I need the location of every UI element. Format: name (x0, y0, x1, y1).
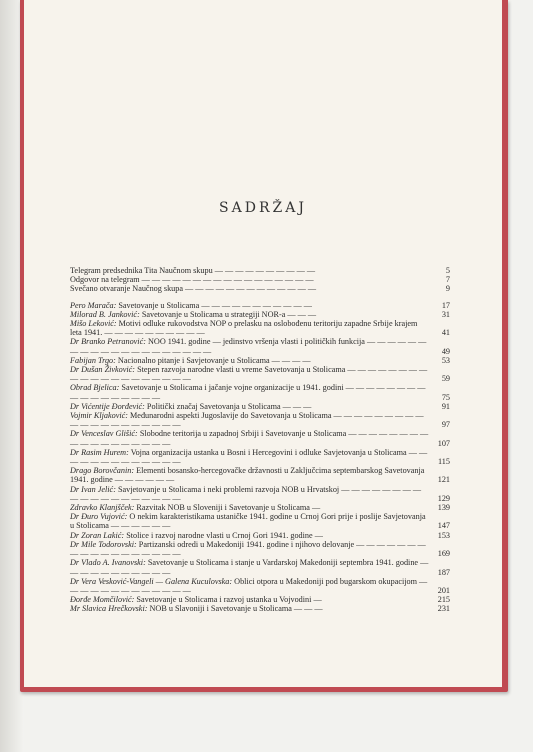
toc-entry-page: 153 (437, 530, 450, 540)
toc-entry-text (70, 466, 430, 484)
toc-entry-title: Nacionalno pitanje i Savjetovanje u Stolicama — — — — (115, 355, 311, 365)
toc-entry (70, 365, 450, 383)
toc-entry-author: Vojmir Kljaković: (70, 411, 128, 421)
toc-entry-author: Dr Branko Petranović: (70, 337, 146, 347)
toc-entry-page: 139 (437, 503, 450, 513)
toc-entry-title: Politički značaj Savetovanja u Stolicama — — — (144, 401, 312, 411)
toc-entry-author: Mr Slavica Hrečkovski: (70, 604, 148, 614)
section-gap (70, 294, 450, 301)
toc-entry-text (70, 383, 430, 401)
toc-entry-author: Dr Venceslav Glišić: (70, 429, 138, 439)
toc-entry (70, 604, 450, 613)
toc-entry-title: NOO 1941. godine — jedinstvo vršenja vlasti i političkih funkcija — — — — — — — — — — — — — — — — — — — — (70, 337, 427, 356)
toc-entry-author: Milorad B. Janković: (70, 309, 140, 319)
toc-entry-page: 147 (437, 521, 450, 531)
toc-entry-page: 75 (441, 392, 450, 402)
toc-entry-title: Svečano otvaranje Naučnog skupa — — — — — — — — — — — — — (70, 284, 317, 294)
toc-entry-text (70, 284, 430, 293)
toc-entry (70, 558, 450, 576)
toc-entry-text (70, 429, 430, 447)
toc-entry-text (70, 310, 430, 319)
toc-entry (70, 466, 450, 484)
toc-entry-author: Dr Rasim Hurem: (70, 447, 129, 457)
toc-entry-page: 121 (437, 475, 450, 485)
toc-entry-page: 187 (437, 567, 450, 577)
toc-entry-page: 231 (437, 604, 450, 614)
toc-entry-text (70, 558, 430, 576)
toc-entry-author: Dr Ivan Jelić: (70, 484, 116, 494)
toc-entry-page: 31 (441, 309, 450, 319)
toc-entry-title: Telegram predsednika Tita Naučnom skupu — — — — — — — — — — (70, 266, 316, 275)
toc-entry-text (70, 337, 430, 355)
toc-entry-author: Dr Dušan Živković: (70, 365, 136, 375)
toc-entry-text (70, 540, 430, 558)
toc-entry (70, 284, 450, 293)
toc-entry (70, 485, 450, 503)
toc-entry-text (70, 448, 430, 466)
toc-entry-text (70, 266, 430, 275)
toc-entry-author: Drago Borovčanin: (70, 466, 135, 476)
toc-entry-page: 107 (437, 438, 450, 448)
toc-entry-text (70, 485, 430, 503)
toc-entry-text (70, 604, 430, 613)
toc-entry-page: 201 (437, 585, 450, 595)
book-page (24, 0, 502, 687)
toc-entry (70, 319, 450, 337)
toc-entry (70, 356, 450, 365)
toc-entry-title: Savjetovanje u Stolicama i neki problemi razvoja NOB u Hrvatskoj — — — — — — — — — — — — — — — — — — — (70, 484, 422, 503)
toc-entry-page: 129 (437, 493, 450, 503)
toc-entry-page: 59 (441, 374, 450, 384)
toc-entry-author: Mišo Leković: (70, 319, 117, 329)
toc-entry (70, 266, 450, 275)
toc-entry-page: 169 (437, 549, 450, 559)
toc-entry-page: 9 (445, 284, 450, 294)
table-of-contents (70, 266, 450, 614)
toc-entry-title: Stolice i razvoj narodne vlasti u Crnoj Gori 1941. godine — (124, 530, 323, 540)
toc-entry-page: 215 (437, 595, 450, 605)
toc-entry-page: 97 (441, 420, 450, 430)
toc-entry-text (70, 319, 430, 337)
toc-entry-text (70, 411, 430, 429)
toc-entry-text (70, 512, 430, 530)
toc-entry-title: Partizanski odredi u Makedoniji 1941. godine i njihovo delovanje — — — — — — — — — — — — — — — — — — (70, 539, 426, 559)
toc-entry-page: 17 (441, 300, 450, 310)
toc-entry-title: Oblici otpora u Makedoniji pod bugarskom okupacijom — — — — — — — — — — — — — (70, 576, 428, 595)
toc-entry-text (70, 365, 430, 383)
toc-entry-page: 41 (441, 328, 450, 338)
page-title: SADRŽAJ (219, 200, 307, 216)
toc-entry-author: Dr Zoran Lakić: (70, 530, 125, 540)
toc-entry-author: Dr Đuro Vujović: (70, 512, 128, 522)
toc-entry-page: 49 (441, 346, 450, 356)
toc-entry-author: Zdravko Klanjšček: (70, 503, 135, 513)
toc-entry (70, 337, 450, 355)
toc-entry (70, 540, 450, 558)
toc-entry-page: 7 (445, 275, 450, 285)
toc-entry-title: Motivi odluke rukovodstva NOP o prelasku na oslobođenu teritoriju zapadne Srbije krajem leta 1941. — — — — — — — — — — (70, 319, 418, 338)
toc-entry-title: Savetovanje u Stolicama u strategiji NOR-a — — — (139, 309, 317, 319)
toc-entry-page: 115 (438, 457, 450, 467)
toc-entry-text (70, 301, 430, 310)
toc-entry (70, 411, 450, 429)
toc-entry (70, 595, 450, 604)
toc-entry (70, 503, 450, 512)
toc-entry-author: Fabijan Trgo: (70, 355, 116, 365)
toc-entry-text (70, 503, 430, 512)
toc-entry (70, 301, 450, 310)
toc-entry-page: 91 (441, 401, 450, 411)
toc-entry-text (70, 356, 430, 365)
toc-entry-title: Savetovanje u Stolicama i razvoj ustanka u Vojvodini — (134, 595, 322, 605)
toc-entry-author: Dr Vićentije Đorđević: (70, 401, 145, 411)
entries-list (70, 301, 450, 614)
toc-entry (70, 402, 450, 411)
toc-entry (70, 512, 450, 530)
toc-entry-title: Savetovanje u Stolicama — — — — — — — — — — — (116, 300, 312, 310)
toc-entry-title: Razvitak NOB u Sloveniji i Savetovanje u Stolicama — (134, 503, 321, 513)
toc-entry (70, 577, 450, 595)
toc-entry-text (70, 595, 430, 604)
toc-entry-author: Obrad Bjelica: (70, 383, 120, 393)
toc-entry-title: Stepen razvoja narodne vlasti u vreme Savetovanja u Stolicama — — — — — — — — — — — — — — — — — — — — (70, 365, 428, 384)
toc-entry (70, 429, 450, 447)
toc-entry-title: Savetovanje u Stolicama i jačanje vojne organizacije u 1941. godini — — — — — — — — — — — — — — — — — (70, 383, 426, 402)
toc-entry-text (70, 577, 430, 595)
toc-entry-page: 53 (441, 355, 450, 365)
toc-entry-text (70, 275, 430, 284)
front-matter-list (70, 266, 450, 294)
toc-entry-title: Slobodne teritorija u zapadnoj Srbiji i Savetovanje u Stolicama — — — — — — — — — — — — — — — — — — (70, 429, 429, 448)
toc-entry-text (70, 531, 430, 540)
toc-entry-author: Dr Vera Vesković-Vangeli — Galena Kuculovska: (70, 576, 233, 586)
toc-entry-text (70, 402, 430, 411)
toc-entry-title: Međunarodni aspekti Jugoslavije do Savetovanja u Stolicama — — — — — — — — — — — — — — — — — — — — (70, 411, 424, 430)
toc-entry-author: Dr Mile Todorovski: (70, 539, 137, 549)
toc-entry (70, 310, 450, 319)
toc-entry-author: Dr Vlado A. Ivanovski: (70, 558, 146, 568)
toc-entry-title: Savetovanje u Stolicama i stanje u Vardarskoj Makedoniji septembra 1941. godine — — — — — — — — — — — (70, 558, 429, 577)
toc-entry (70, 383, 450, 401)
toc-entry-author: Pero Marača: (70, 300, 117, 310)
toc-entry-title: NOB u Slavoniji i Savetovanje u Stolicama — — — (147, 604, 323, 614)
toc-entry-title: Odgovor na telegram — — — — — — — — — — — — — — — — — (70, 275, 314, 285)
toc-entry (70, 531, 450, 540)
toc-entry-title: Elementi bosansko-hercegovačke državnosti u Zaključcima septembarskog Savetovanja 1941. godine — — — — — — (70, 466, 425, 485)
toc-entry (70, 448, 450, 466)
toc-entry-author: Đorđe Momčilović: (70, 595, 135, 605)
toc-entry-title: Vojna organizacija ustanka u Bosni i Hercegovini i odluke Savjetovanja u Stolicama — — — — — — — — — — — — — (70, 447, 428, 467)
toc-entry (70, 275, 450, 284)
toc-entry-title: O nekim karakteristikama ustaničke 1941. godine u Crnoj Gori prije i poslije Savjetovanja u Stolicama — — — — — — (70, 512, 426, 531)
toc-entry-page: 5 (445, 266, 450, 275)
